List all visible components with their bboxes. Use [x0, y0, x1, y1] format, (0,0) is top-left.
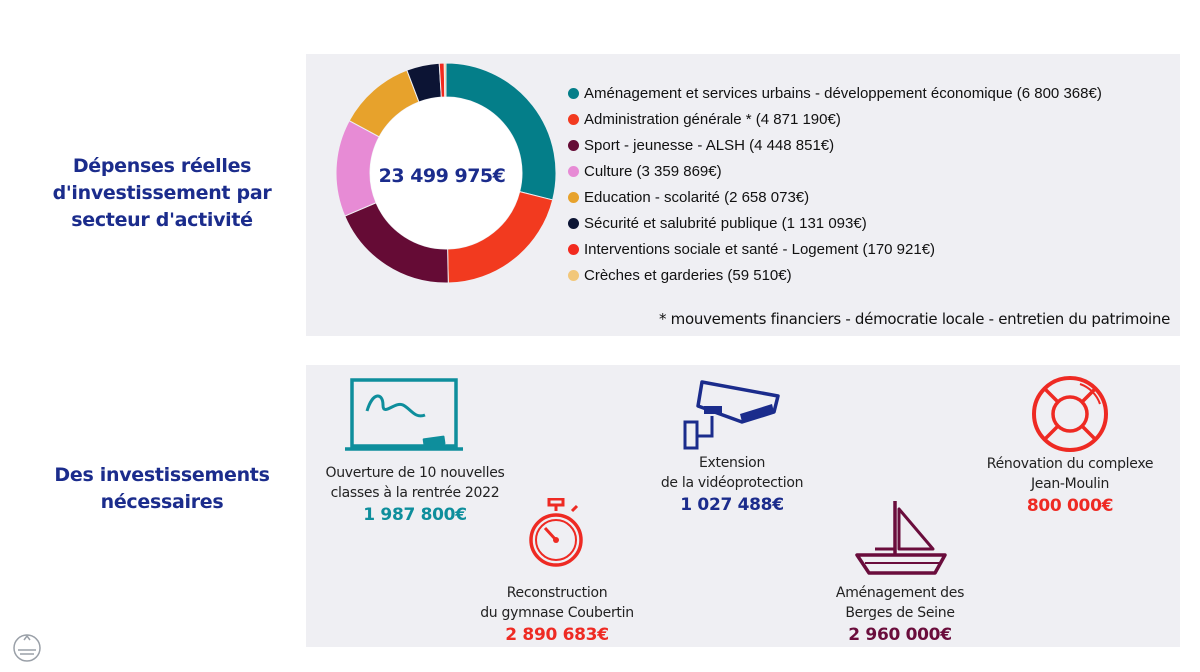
legend-label: Crèches et garderies (59 510€): [584, 266, 792, 284]
donut-slice-7: [444, 63, 446, 97]
legend-item: [568, 236, 1102, 262]
legend-item: [568, 210, 1102, 236]
investment-jean-moulin: [960, 454, 1180, 518]
investment-label: Jean-Moulin: [1030, 476, 1110, 492]
investment-amount: 2 960 000€: [848, 625, 952, 645]
legend-swatch: [568, 140, 579, 151]
investment-classes: [312, 463, 518, 527]
legend-swatch: [568, 192, 579, 203]
investment-label: de la vidéoprotection: [660, 475, 804, 491]
legend-item: [568, 158, 1102, 184]
lifebuoy-icon: [1030, 374, 1110, 454]
investment-gymnasium: [452, 583, 662, 647]
legend-swatch: [568, 244, 579, 255]
legend-swatch: [568, 218, 579, 229]
investment-label: classes à la rentrée 2022: [330, 485, 500, 501]
investment-label: Berges de Seine: [845, 605, 955, 621]
donut-total-label: 23 499 975€: [378, 165, 506, 187]
investment-label: Rénovation du complexe: [986, 456, 1154, 472]
legend-item: [568, 184, 1102, 210]
city-logo-icon: [12, 630, 42, 664]
investment-riverbanks: [800, 583, 1000, 647]
chalkboard-icon: [345, 377, 463, 453]
legend-label: Culture (3 359 869€): [584, 162, 722, 180]
investment-amount: 800 000€: [1026, 496, 1114, 516]
legend-item: [568, 132, 1102, 158]
legend-swatch: [568, 88, 579, 99]
investment-label: Reconstruction: [506, 585, 608, 601]
sailboat-icon: [855, 497, 947, 577]
stopwatch-icon: [526, 498, 586, 570]
legend-item: [568, 106, 1102, 132]
legend-item: [568, 80, 1102, 106]
investment-label: du gymnase Coubertin: [480, 605, 634, 621]
chart-legend: [568, 80, 1102, 288]
legend-label: Administration générale * (4 871 190€): [584, 110, 841, 128]
chart-footnote: * mouvements financiers - démocratie locale - entretien du patrimoine: [659, 310, 1170, 328]
legend-label: Aménagement et services urbains - développement économique (6 800 368€): [584, 84, 1102, 102]
expenses-title: Dépenses réelles d'investissement par secteur d'activité: [52, 155, 272, 231]
investment-label: Ouverture de 10 nouvelles: [325, 465, 505, 481]
legend-label: Interventions sociale et santé - Logement (170 921€): [584, 240, 936, 258]
legend-swatch: [568, 270, 579, 281]
investments-title: Des investissements nécessaires: [54, 464, 270, 513]
investment-amount: 2 890 683€: [505, 625, 609, 645]
investment-amount: 1 987 800€: [363, 505, 467, 525]
security-camera-icon: [682, 376, 782, 452]
legend-label: Sport - jeunesse - ALSH (4 448 851€): [584, 136, 835, 154]
investment-label: Extension: [698, 455, 766, 471]
investment-label: Aménagement des: [835, 585, 965, 601]
legend-swatch: [568, 166, 579, 177]
legend-swatch: [568, 114, 579, 125]
investment-amount: 1 027 488€: [680, 495, 784, 515]
legend-label: Sécurité et salubrité publique (1 131 093€): [584, 214, 867, 232]
legend-item: [568, 262, 1102, 288]
legend-label: Education - scolarité (2 658 073€): [584, 188, 810, 206]
investment-video-protection: [632, 453, 832, 517]
